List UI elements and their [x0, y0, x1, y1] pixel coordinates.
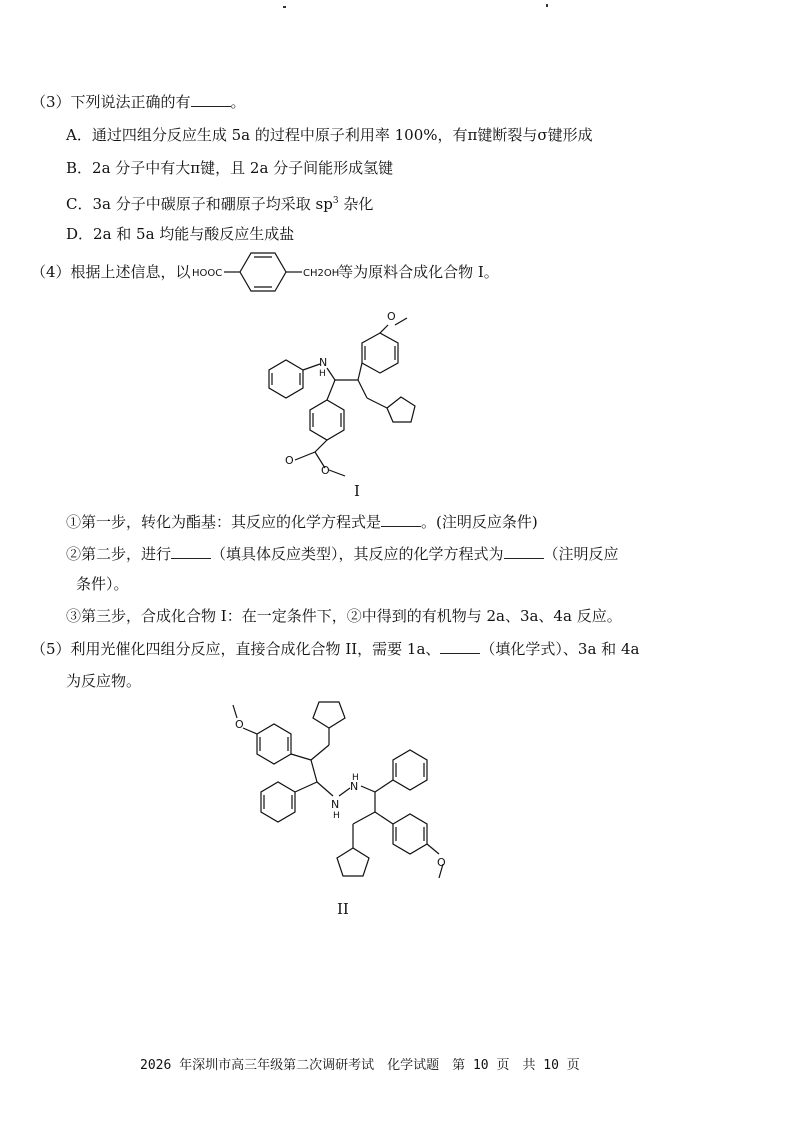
q3-option-d: D．2a 和 5a 均能与酸反应生成盐	[66, 225, 295, 243]
q4-step-1-text: ①第一步，转化为酯基：其反应的化学方程式是	[66, 513, 382, 531]
page-footer: 2026 年深圳市高三年级第二次调研考试 化学试题 第 10 页 共 10 页	[140, 1058, 580, 1073]
compound-1-carbonyl-o: O	[285, 454, 294, 467]
q4-intro-text: （4）根据上述信息，以	[31, 263, 191, 281]
compound-2-methoxy-o-right: O	[437, 856, 446, 869]
q4-step-2-mid: （填具体反应类型），其反应的化学方程式为	[211, 545, 504, 563]
q3-stem	[31, 92, 246, 112]
compound-2-structure	[225, 700, 465, 900]
q3-stem-text: （3）下列说法正确的有	[31, 93, 191, 111]
compound-1-structure	[255, 300, 455, 480]
q3-option-b: B．2a 分子中有大π键，且 2a 分子间能形成氢键	[66, 159, 394, 177]
q5-line-1-text: （5）利用光催化四组分反应，直接合成化合物 II，需要 1a、	[31, 640, 441, 658]
q3-option-c-end: 杂化	[338, 195, 374, 213]
scan-mark	[546, 4, 548, 7]
q3-stem-end: 。	[230, 93, 246, 111]
compound-1-label: I	[354, 482, 360, 500]
reagent-structure-drawing	[190, 240, 340, 300]
q4-step-1-blank[interactable]	[381, 512, 421, 527]
q4-step-2	[66, 544, 619, 564]
compound-2-h-right: H	[352, 773, 359, 783]
reagent-right-group: CH2OH	[303, 268, 340, 279]
q5-line-2: 为反应物。	[66, 672, 142, 690]
q3-option-a: A．通过四组分反应生成 5a 的过程中原子利用率 100%，有π键断裂与σ键形成	[66, 126, 593, 144]
compound-2-n-right: N	[350, 780, 359, 793]
compound-2-h-left: H	[333, 811, 340, 821]
compound-1-n: N	[319, 356, 328, 369]
q4-step-2-end: （注明反应	[543, 545, 619, 563]
q3-option-c	[66, 191, 373, 214]
compound-2-n-left: N	[331, 798, 340, 811]
q4-step-2-cont: 条件）。	[76, 575, 129, 593]
q4-step-1-end: 。(注明反应条件)	[421, 513, 538, 531]
compound-1-methoxy-o: O	[387, 310, 396, 323]
q4-step-2-type-blank[interactable]	[171, 544, 211, 559]
compound-2-methoxy-o-left: O	[235, 718, 244, 731]
q4-step-1	[66, 512, 538, 532]
q3-answer-blank[interactable]	[191, 92, 231, 107]
compound-1-ester-o: O	[321, 464, 330, 477]
q3-option-c-sup: 3	[332, 196, 339, 206]
q4-intro-end: 等为原料合成化合物 I。	[338, 263, 499, 281]
compound-2-label: II	[337, 900, 349, 918]
scan-mark	[283, 6, 286, 8]
q5-line-1-end: （填化学式）、3a 和 4a	[480, 640, 640, 658]
q4-step-2-text: ②第二步，进行	[66, 545, 172, 563]
q4-step-3: ③第三步，合成化合物 I：在一定条件下，②中得到的有机物与 2a、3a、4a 反应。	[66, 607, 622, 625]
q5-line-1	[31, 639, 639, 659]
reagent-left-group: HOOC	[192, 268, 223, 279]
compound-1-h: H	[319, 369, 326, 379]
q5-answer-blank[interactable]	[440, 639, 480, 654]
q4-step-2-equation-blank[interactable]	[504, 544, 544, 559]
q3-option-c-text: C．3a 分子中碳原子和硼原子均采取 sp	[66, 195, 333, 213]
